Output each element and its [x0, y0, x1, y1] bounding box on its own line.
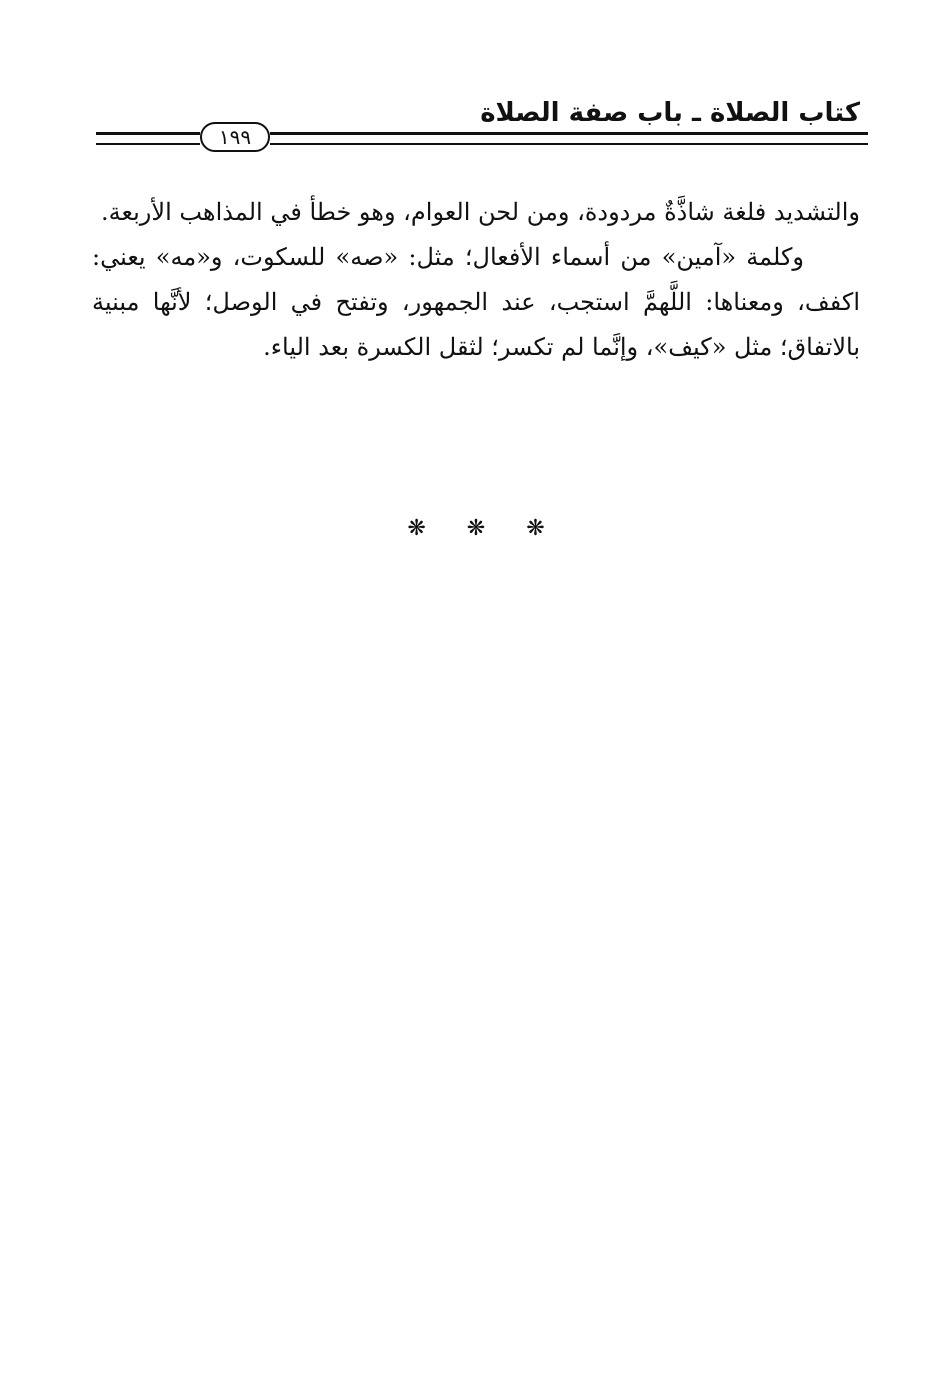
page-number: ١٩٩	[200, 122, 270, 152]
paragraph-continuation: والتشديد فلغة شاذَّةٌ مردودة، ومن لحن العوام، وهو خطأ في المذاهب الأربعة.	[101, 198, 860, 226]
body-text	[92, 190, 860, 370]
running-title: كتاب الصلاة ـ باب صفة الصلاة	[480, 98, 860, 128]
separator-star-icon: ❋	[466, 516, 486, 541]
section-separator	[0, 516, 952, 541]
separator-star-icon: ❋	[407, 516, 426, 541]
header-rule-right	[270, 132, 868, 145]
paragraph-amin: وكلمة «آمين» من أسماء الأفعال؛ مثل: «صه» للسكوت، و«مه» يعني: اكفف، ومعناها: اللَّهمَّ استجب، عند الجمهور، وتفتح في الوصل؛ لأنَّها مبنية بالاتفاق؛ مثل «كيف»، وإنَّما لم تكسر؛ لثقل الكسرة بعد الياء.	[92, 243, 860, 361]
header-rule-left	[96, 132, 200, 145]
separator-star-icon: ❋	[526, 516, 545, 541]
